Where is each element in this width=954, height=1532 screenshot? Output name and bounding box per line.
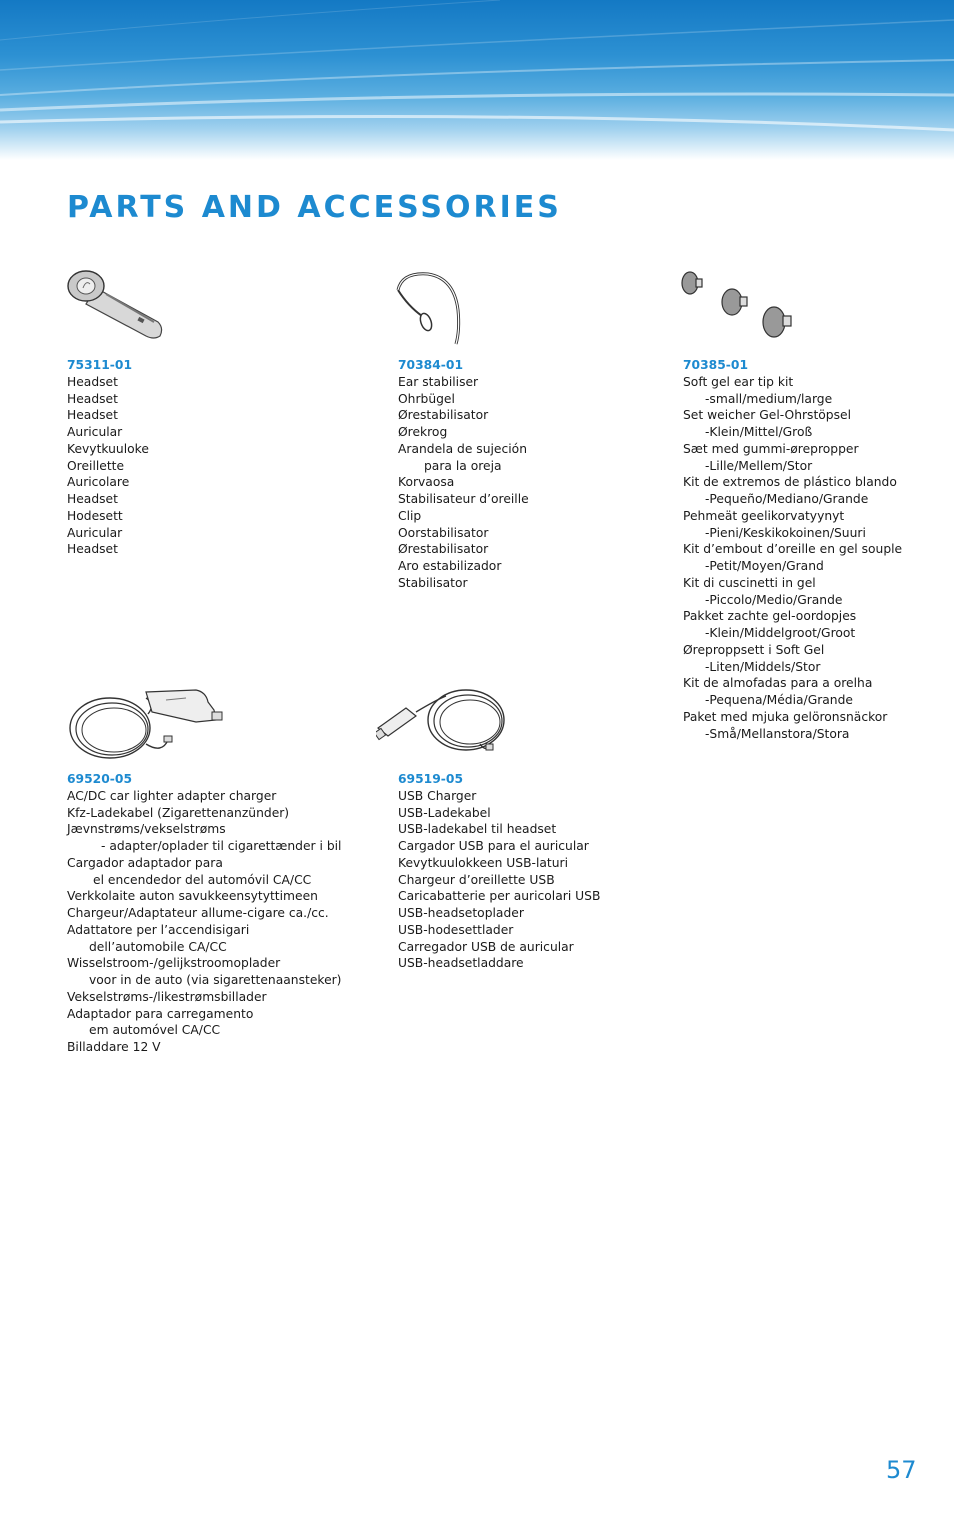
item-line: Kit di cuscinetti in gel xyxy=(683,575,816,590)
item-line: USB-headsetoplader xyxy=(398,906,524,920)
item-line: USB-Ladekabel xyxy=(398,805,491,820)
item-code: 69520-05 xyxy=(67,772,132,786)
item-line: Cargador USB para el auricular xyxy=(398,839,589,853)
usb-charger-icon xyxy=(376,686,510,756)
item-line: Paket med mjuka gelöronsnäckor xyxy=(683,709,888,724)
item-line: Oorstabilisator xyxy=(398,525,489,540)
item-line: Chargeur d’oreillette USB xyxy=(398,872,555,887)
banner-swoosh xyxy=(0,0,954,160)
ear-stabiliser-icon xyxy=(388,270,468,346)
item-line: Auricular xyxy=(67,425,123,439)
item-line: Verkkolaite auton savukkeensytyttimeen xyxy=(67,889,318,904)
item-line: Sæt med gummi-ørepropper xyxy=(683,441,859,456)
item-line: Kit d’embout d’oreille en gel souple xyxy=(683,542,903,557)
item-line: AC/DC car lighter adapter charger xyxy=(67,788,277,803)
item-line: Oreillette xyxy=(67,458,125,473)
item-line: Øreproppsett i Soft Gel xyxy=(683,642,825,657)
item-line: -Liten/Middels/Stor xyxy=(705,659,821,674)
item-69519-05 xyxy=(398,771,600,972)
item-line: Caricabatterie per auricolari USB xyxy=(398,889,601,904)
item-line: Cargador adaptador para xyxy=(67,855,223,870)
item-75311-01 xyxy=(67,357,149,558)
item-line: em automóvel CA/CC xyxy=(89,1023,221,1038)
item-line: para la oreja xyxy=(424,458,502,473)
item-line: USB-ladekabel til headset xyxy=(398,822,557,837)
item-line: Stabilisateur d’oreille xyxy=(398,492,529,506)
item-69520-05 xyxy=(67,771,341,1056)
item-line: Headset xyxy=(67,391,118,406)
item-line: voor in de auto (via sigarettenaansteker) xyxy=(89,973,342,987)
item-line: Wisselstroom-/gelijkstroomoplader xyxy=(67,956,281,971)
item-line: Adattatore per l’accendisigari xyxy=(67,922,250,937)
item-code: 70385-01 xyxy=(683,358,748,372)
item-line: el encendedor del automóvil CA/CC xyxy=(93,872,312,887)
item-line: Billaddare 12 V xyxy=(67,1040,161,1054)
item-line: -Klein/Mittel/Groß xyxy=(705,425,813,439)
item-line: Ohrbügel xyxy=(398,391,455,406)
item-line: USB-hodesettlader xyxy=(398,922,514,937)
item-line: Vekselstrøms-/likestrømsbillader xyxy=(67,989,267,1004)
item-line: Ørekrog xyxy=(398,425,448,439)
item-line: Ear stabiliser xyxy=(398,374,479,389)
item-line: Headset xyxy=(67,542,118,557)
item-line: -small/medium/large xyxy=(705,391,833,406)
car-charger-icon xyxy=(66,684,226,768)
item-line: Auricular xyxy=(67,525,123,540)
item-line: Pehmeät geelikorvatyynyt xyxy=(683,508,845,523)
item-line: Set weicher Gel-Ohrstöpsel xyxy=(683,408,851,423)
item-line: -Piccolo/Medio/Grande xyxy=(705,592,843,607)
item-line: Ørestabilisator xyxy=(398,542,489,557)
item-line: USB-headsetladdare xyxy=(398,956,524,971)
item-line: dell’automobile CA/CC xyxy=(89,939,227,954)
item-line: Kit de almofadas para a orelha xyxy=(683,676,873,691)
item-line: Headset xyxy=(67,374,118,389)
item-line: Stabilisator xyxy=(398,575,468,590)
item-line: -Pieni/Keskikokoinen/Suuri xyxy=(705,525,866,540)
header-banner xyxy=(0,0,954,160)
item-line: Headset xyxy=(67,408,118,423)
item-code: 70384-01 xyxy=(398,358,463,372)
headset-icon xyxy=(66,266,166,342)
page-title: PARTS AND ACCESSORIES xyxy=(67,190,562,225)
item-line: -Pequeño/Mediano/Grande xyxy=(705,492,869,506)
item-code: 75311-01 xyxy=(67,358,132,372)
item-line: -Petit/Moyen/Grand xyxy=(705,559,824,573)
item-line: Chargeur/Adaptateur allume-cigare ca./cc. xyxy=(67,906,329,920)
item-line: - adapter/oplader til cigarettænder i bil xyxy=(101,839,342,853)
item-line: Aro estabilizador xyxy=(398,559,502,573)
item-line: -Pequena/Média/Grande xyxy=(705,693,853,707)
item-line: Headset xyxy=(67,492,118,506)
item-line: Carregador USB de auricular xyxy=(398,939,574,954)
item-line: Kfz-Ladekabel (Zigarettenanzünder) xyxy=(67,805,290,820)
item-line: -Lille/Mellem/Stor xyxy=(705,458,813,473)
item-line: Auricolare xyxy=(67,475,130,490)
item-line: Adaptador para carregamento xyxy=(67,1006,254,1021)
item-line: Kevytkuulokkeen USB-laturi xyxy=(398,855,569,870)
item-line: Kit de extremos de plástico blando xyxy=(683,475,897,490)
item-line: Clip xyxy=(398,508,422,523)
item-line: Soft gel ear tip kit xyxy=(683,374,794,389)
page-number: 57 xyxy=(886,1456,917,1484)
item-line: USB Charger xyxy=(398,788,477,803)
item-line: Korvaosa xyxy=(398,475,455,490)
item-line: -Klein/Middelgroot/Groot xyxy=(705,626,856,640)
item-line: Arandela de sujeción xyxy=(398,441,527,456)
item-70384-01 xyxy=(398,357,529,592)
item-line: Pakket zachte gel-oordopjes xyxy=(683,609,857,624)
item-line: -Små/Mellanstora/Stora xyxy=(705,726,850,741)
item-line: Hodesett xyxy=(67,508,123,523)
item-line: Ørestabilisator xyxy=(398,408,489,423)
item-line: Kevytkuuloke xyxy=(67,441,149,456)
ear-tips-icon xyxy=(680,268,800,348)
item-line: Jævnstrøms/vekselstrøms xyxy=(67,822,226,837)
item-code: 69519-05 xyxy=(398,772,463,786)
item-70385-01 xyxy=(683,357,902,742)
